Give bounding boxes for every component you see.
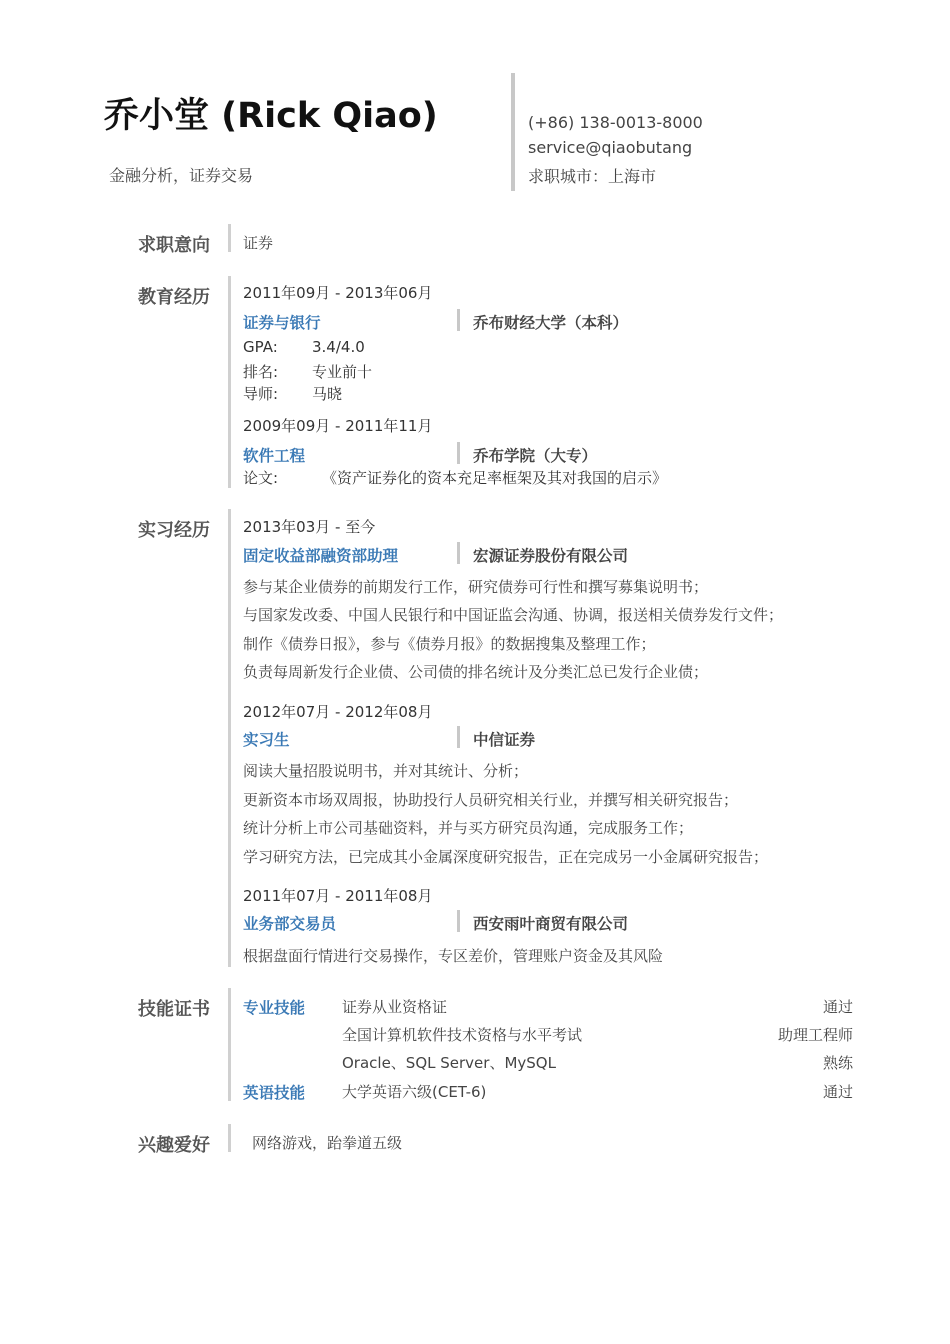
detail-label: GPA:: [243, 338, 278, 356]
section-title-education: 教育经历: [138, 287, 210, 308]
section-title-internship: 实习经历: [138, 520, 210, 541]
edu-school: 乔布学院（大专）: [473, 447, 598, 465]
detail-label: 排名:: [243, 363, 279, 381]
email: service@qiaobutang: [528, 138, 693, 157]
edu-date: 2009年09月 - 2011年11月: [243, 417, 433, 435]
tagline: 金融分析，证券交易: [109, 166, 254, 185]
job-city: 求职城市：上海市: [528, 167, 657, 186]
section-title-objective: 求职意向: [138, 235, 210, 256]
section-divider: [228, 1124, 231, 1152]
edu-major: 证券与银行: [243, 314, 321, 332]
org-divider: [457, 542, 460, 564]
job-role: 业务部交易员: [243, 915, 337, 933]
job-role: 固定收益部融资部助理: [243, 547, 399, 565]
job-duty: 根据盘面行情进行交易操作，专区差价，管理账户资金及其风险: [243, 947, 664, 965]
resume-name: 乔小堂 (Rick Qiao): [104, 96, 438, 136]
org-divider: [457, 309, 460, 331]
job-date: 2013年03月 - 至今: [243, 518, 376, 536]
skill-level: 熟练: [822, 1054, 853, 1072]
job-duty: 更新资本市场双周报，协助投行人员研究相关行业，并撰写相关研究报告；: [243, 791, 739, 809]
hobbies-value: 网络游戏，跆拳道五级: [252, 1134, 403, 1152]
skill-name: 全国计算机软件技术资格与水平考试: [342, 1026, 583, 1044]
section-divider: [228, 224, 231, 252]
job-duty: 负责每周新发行企业债、公司债的排名统计及分类汇总已发行企业债；: [243, 663, 709, 681]
job-duty: 统计分析上市公司基础资料，并与买方研究员沟通，完成服务工作；: [243, 819, 694, 837]
job-duty: 制作《债券日报》，参与《债券月报》的数据搜集及整理工作；: [243, 635, 656, 653]
section-divider: [228, 509, 231, 967]
skill-name: 大学英语六级(CET-6): [342, 1083, 487, 1101]
job-role: 实习生: [243, 731, 290, 749]
job-company: 宏源证券股份有限公司: [473, 547, 629, 565]
detail-value: 专业前十: [312, 363, 373, 381]
job-company: 西安雨叶商贸有限公司: [473, 915, 629, 933]
section-divider: [228, 988, 231, 1101]
job-duty: 阅读大量招股说明书，并对其统计、分析；: [243, 762, 529, 780]
skill-level: 助理工程师: [777, 1026, 853, 1044]
skill-name: Oracle、SQL Server、MySQL: [342, 1054, 556, 1072]
job-date: 2011年07月 - 2011年08月: [243, 887, 433, 905]
job-duty: 学习研究方法，已完成其小金属深度研究报告，正在完成另一小金属研究报告；: [243, 848, 769, 866]
skill-group-label: 英语技能: [243, 1084, 306, 1102]
job-date: 2012年07月 - 2012年08月: [243, 703, 433, 721]
job-duty: 参与某企业债券的前期发行工作，研究债券可行性和撰写募集说明书；: [243, 578, 709, 596]
org-divider: [457, 726, 460, 748]
section-title-hobbies: 兴趣爱好: [138, 1135, 210, 1156]
detail-label: 导师:: [243, 385, 279, 403]
job-company: 中信证券: [473, 731, 536, 749]
org-divider: [457, 442, 460, 464]
objective-value: 证券: [243, 234, 274, 252]
detail-label: 论文:: [243, 469, 279, 487]
detail-value: 3.4/4.0: [312, 338, 365, 356]
phone: (+86) 138-0013-8000: [528, 113, 703, 132]
header-divider: [511, 73, 515, 191]
skill-name: 证券从业资格证: [342, 998, 448, 1016]
section-title-skills: 技能证书: [138, 999, 210, 1020]
edu-school: 乔布财经大学（本科）: [473, 314, 629, 332]
skill-level: 通过: [822, 998, 853, 1016]
skill-group-label: 专业技能: [243, 999, 306, 1017]
detail-value: 马晓: [312, 385, 343, 403]
edu-major: 软件工程: [243, 447, 306, 465]
org-divider: [457, 910, 460, 932]
job-duty: 与国家发改委、中国人民银行和中国证监会沟通、协调，报送相关债券发行文件；: [243, 606, 784, 624]
detail-value: 《资产证券化的资本充足率框架及其对我国的启示》: [322, 469, 668, 487]
edu-date: 2011年09月 - 2013年06月: [243, 284, 433, 302]
section-divider: [228, 276, 231, 488]
skill-level: 通过: [822, 1083, 853, 1101]
